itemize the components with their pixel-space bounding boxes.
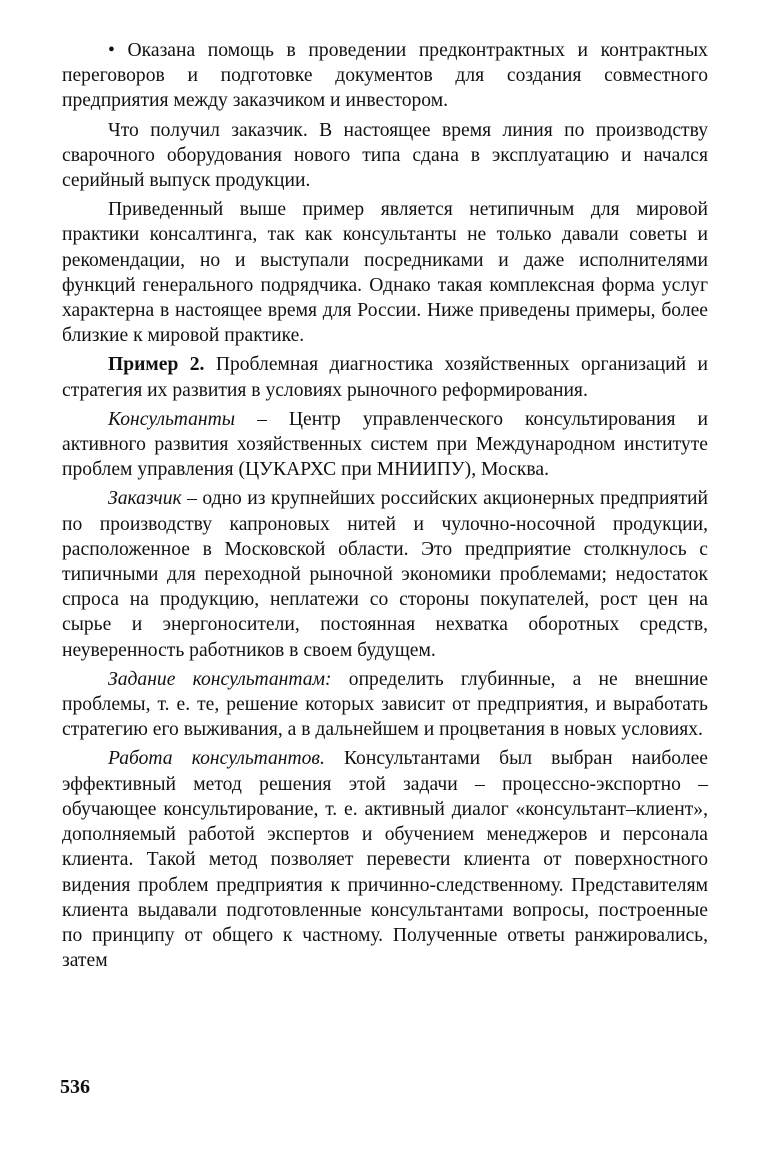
paragraph-client-result xyxy=(62,118,708,194)
example-heading: Пример 2. xyxy=(108,354,205,376)
paragraph-consultants-work xyxy=(62,746,708,973)
paragraph-lead: Работа консультантов. xyxy=(108,748,325,770)
paragraph-text: определить глубинные, а не внешние проблемы, т. е. те, решение которых зависит от предприятия, и выработать стратегию его выживания, а в дальнейшем и процветания в новых условиях. xyxy=(62,668,708,741)
bullet-marker: • xyxy=(108,40,115,61)
page-number: 536 xyxy=(60,1076,90,1098)
paragraph-bullet-assistance xyxy=(62,38,708,114)
paragraph-customer xyxy=(62,486,708,662)
paragraph-lead: Консультанты xyxy=(108,408,236,430)
paragraph-consultants xyxy=(62,407,708,483)
paragraph-lead: Заказчик xyxy=(108,488,182,510)
paragraph-text: Что получил заказчик. В настоящее время линия по производству сварочного оборудования нового типа сдана в эксплуатацию и начался серийный выпуск продукции. xyxy=(62,119,708,192)
paragraph-lead: Задание консультантам: xyxy=(108,668,332,690)
paragraph-task xyxy=(62,667,708,743)
paragraph-example-2 xyxy=(62,352,708,402)
paragraph-text: Оказана помощь в проведении предконтрактных и контрактных переговоров и подготовке документов для создания совместного предприятия между заказчиком и инвестором. xyxy=(62,40,708,112)
paragraph-text: Приведенный выше пример является нетипичным для мировой практики консалтинга, так как консультанты не только давали советы и рекомендации, но и выступали посредниками и даже исполнителями функций генерального подрядчика. Однако такая комплексная форма услуг характерна в настоящее время для России. Ниже приведены примеры, более близкие к мировой практике. xyxy=(62,199,708,347)
paragraph-atypical-example xyxy=(62,197,708,348)
paragraph-text: – одно из крупнейших российских акционерных предприятий по производству капроновых нитей и чулочно-носочной продукции, расположенное в Московской области. Это предприятие столкнулось с типичными для переходной рыночной экономики проблемами; недостаток спроса на продукцию, неплатежи со стороны покупателей, рост цен на сырье и энергоносители, постоянная нехватка оборотных средств, неуверенность работников в своем будущем. xyxy=(62,488,709,661)
paragraph-text: Консультантами был выбран наиболее эффективный метод решения этой задачи – процессно-экспортно – обучающее консультирование, т. е. активный диалог «консультант–клиент», дополняемый работой экспертов и обучением менеджеров и персонала клиента. Такой метод позволяет перевести клиента от поверхностного видения проблем предприятия к причинно-следственному. Представителям клиента выдавали подготовленные консультантами вопросы, построенные по принципу от общего к частному. Полученные ответы ранжировались, затем xyxy=(62,748,709,972)
paragraph-text: – Центр управленческого консультирования и активного развития хозяйственных систем при Международном институте проблем управления (ЦУКАРХС при МНИИПУ), Москва. xyxy=(62,408,708,481)
paragraph-text: Проблемная диагностика хозяйственных организаций и стратегия их развития в условиях рыночного реформирования. xyxy=(62,354,708,401)
page-text-block xyxy=(62,38,708,977)
